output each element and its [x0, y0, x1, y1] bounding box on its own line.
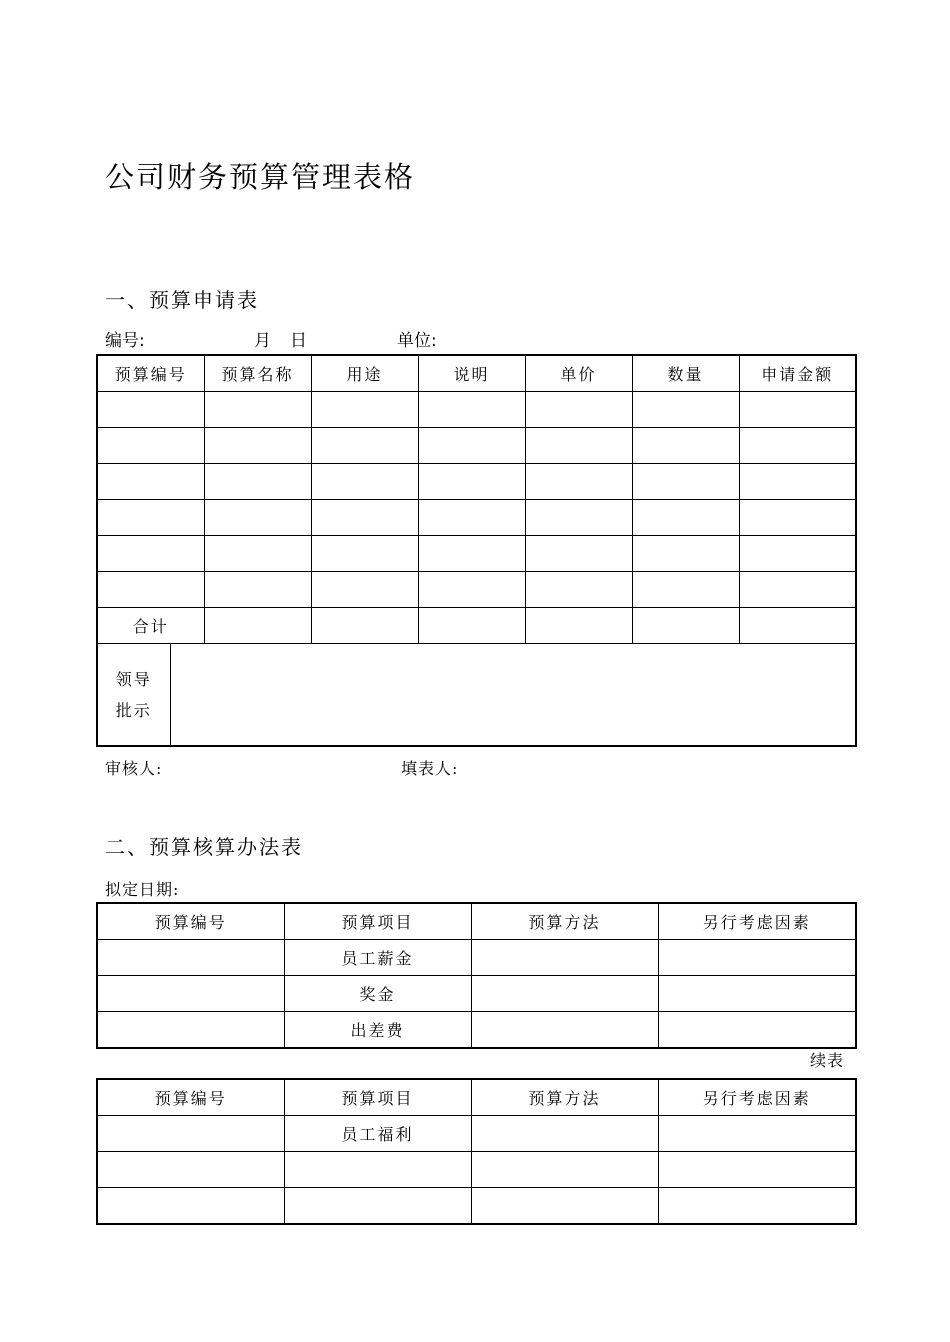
- budget-application-table: [96, 354, 857, 747]
- table-cell[interactable]: [204, 464, 311, 500]
- table-cell[interactable]: [632, 428, 739, 464]
- leader-approval-row: [97, 644, 856, 747]
- reviewer-label: 审核人:: [105, 759, 163, 778]
- day-label: 日: [290, 331, 307, 351]
- table-cell[interactable]: [658, 940, 856, 976]
- budget-method-table: [96, 902, 857, 1049]
- page-title: 公司财务预算管理表格: [105, 160, 416, 194]
- table-cell[interactable]: [658, 976, 856, 1012]
- table-cell[interactable]: [658, 1116, 856, 1152]
- header-purpose: 用途: [311, 355, 418, 392]
- table-cell[interactable]: [525, 428, 632, 464]
- table-row: [97, 1116, 856, 1152]
- item-cell: 员工福利: [284, 1116, 471, 1152]
- table-cell[interactable]: [97, 976, 284, 1012]
- table-cell[interactable]: [658, 1188, 856, 1225]
- table-cell[interactable]: [418, 464, 525, 500]
- table-header-row: [97, 1079, 856, 1116]
- table-cell[interactable]: [311, 500, 418, 536]
- table-cell[interactable]: [97, 1188, 284, 1225]
- table-cell[interactable]: [418, 392, 525, 428]
- header-budget-name: 预算名称: [204, 355, 311, 392]
- total-label: 合计: [97, 608, 204, 644]
- table-row: [97, 1188, 856, 1225]
- table-cell[interactable]: [311, 536, 418, 572]
- leader-approval-field[interactable]: [170, 644, 856, 747]
- table-cell[interactable]: [418, 608, 525, 644]
- section1-heading: 一、预算申请表: [105, 288, 259, 312]
- table-row: [97, 464, 856, 500]
- table-cell[interactable]: [204, 500, 311, 536]
- table-cell[interactable]: [418, 500, 525, 536]
- table-cell[interactable]: [632, 392, 739, 428]
- table-cell[interactable]: [204, 428, 311, 464]
- header-amount: 申请金额: [739, 355, 856, 392]
- table-cell[interactable]: [632, 500, 739, 536]
- table-cell[interactable]: [632, 572, 739, 608]
- table-cell[interactable]: [97, 536, 204, 572]
- table-cell[interactable]: [525, 500, 632, 536]
- table-cell[interactable]: [204, 572, 311, 608]
- table-row: [97, 428, 856, 464]
- table-row: [97, 572, 856, 608]
- table-cell[interactable]: [418, 572, 525, 608]
- table-cell[interactable]: [471, 976, 658, 1012]
- header-budget-number: 预算编号: [97, 355, 204, 392]
- header-budget-method: 预算方法: [471, 903, 658, 940]
- table-cell[interactable]: [739, 536, 856, 572]
- date-label: 拟定日期:: [105, 880, 180, 899]
- table-cell[interactable]: [739, 572, 856, 608]
- table-row: [97, 1152, 856, 1188]
- table-cell[interactable]: [525, 464, 632, 500]
- filler-label: 填表人:: [401, 759, 459, 778]
- table-cell[interactable]: [97, 572, 204, 608]
- table-cell[interactable]: [311, 608, 418, 644]
- table-cell[interactable]: [739, 500, 856, 536]
- table-cell[interactable]: [739, 464, 856, 500]
- header-budget-item: 预算项目: [284, 903, 471, 940]
- total-row: [97, 608, 856, 644]
- unit-label: 单位:: [397, 331, 437, 351]
- table-cell[interactable]: [632, 464, 739, 500]
- table-cell[interactable]: [97, 500, 204, 536]
- item-cell: 奖金: [284, 976, 471, 1012]
- table-cell[interactable]: [739, 392, 856, 428]
- table-row: [97, 940, 856, 976]
- table-cell[interactable]: [739, 428, 856, 464]
- table-cell[interactable]: [525, 572, 632, 608]
- header-other-factors: 另行考虑因素: [658, 1079, 856, 1116]
- header-budget-method: 预算方法: [471, 1079, 658, 1116]
- leader-label-line1: 领导: [115, 669, 152, 689]
- table-row: [97, 536, 856, 572]
- month-label: 月: [254, 331, 271, 351]
- table-cell[interactable]: [418, 536, 525, 572]
- header-budget-number: 预算编号: [97, 903, 284, 940]
- table-cell[interactable]: [739, 608, 856, 644]
- table-cell[interactable]: [658, 1012, 856, 1049]
- table-row: [97, 976, 856, 1012]
- table-cell[interactable]: [97, 1152, 284, 1188]
- item-cell: 出差费: [284, 1012, 471, 1049]
- table-cell[interactable]: [525, 608, 632, 644]
- item-cell[interactable]: [284, 1188, 471, 1225]
- table-cell[interactable]: [97, 392, 204, 428]
- leader-approval-label: [97, 644, 170, 747]
- header-budget-number: 预算编号: [97, 1079, 284, 1116]
- continued-label: 续表: [810, 1051, 845, 1070]
- table-cell[interactable]: [471, 940, 658, 976]
- header-other-factors: 另行考虑因素: [658, 903, 856, 940]
- table-cell[interactable]: [97, 1012, 284, 1049]
- header-unit-price: 单价: [525, 355, 632, 392]
- table-cell[interactable]: [311, 428, 418, 464]
- table-cell[interactable]: [204, 608, 311, 644]
- table-cell[interactable]: [525, 392, 632, 428]
- table-cell[interactable]: [658, 1152, 856, 1188]
- table-cell[interactable]: [311, 392, 418, 428]
- item-cell: 员工薪金: [284, 940, 471, 976]
- number-label: 编号:: [105, 331, 145, 351]
- budget-method-table-continued: [96, 1078, 857, 1225]
- table-cell[interactable]: [632, 536, 739, 572]
- table-cell[interactable]: [204, 392, 311, 428]
- header-quantity: 数量: [632, 355, 739, 392]
- table-cell[interactable]: [418, 428, 525, 464]
- table-cell[interactable]: [97, 1116, 284, 1152]
- table-cell[interactable]: [204, 536, 311, 572]
- item-cell[interactable]: [284, 1152, 471, 1188]
- header-budget-item: 预算项目: [284, 1079, 471, 1116]
- table-cell[interactable]: [97, 464, 204, 500]
- table-cell[interactable]: [311, 572, 418, 608]
- section2-heading: 二、预算核算办法表: [105, 835, 303, 859]
- table-cell[interactable]: [471, 1188, 658, 1225]
- header-description: 说明: [418, 355, 525, 392]
- table-cell[interactable]: [471, 1152, 658, 1188]
- table-cell[interactable]: [471, 1012, 658, 1049]
- table-header-row: [97, 903, 856, 940]
- table-row: [97, 1012, 856, 1049]
- table-row: [97, 392, 856, 428]
- table-cell[interactable]: [632, 608, 739, 644]
- table-cell[interactable]: [525, 536, 632, 572]
- table-cell[interactable]: [97, 940, 284, 976]
- leader-label-line2: 批示: [115, 700, 152, 720]
- table-row: [97, 500, 856, 536]
- table-header-row: [97, 355, 856, 392]
- table-cell[interactable]: [97, 428, 204, 464]
- table-cell[interactable]: [311, 464, 418, 500]
- table-cell[interactable]: [471, 1116, 658, 1152]
